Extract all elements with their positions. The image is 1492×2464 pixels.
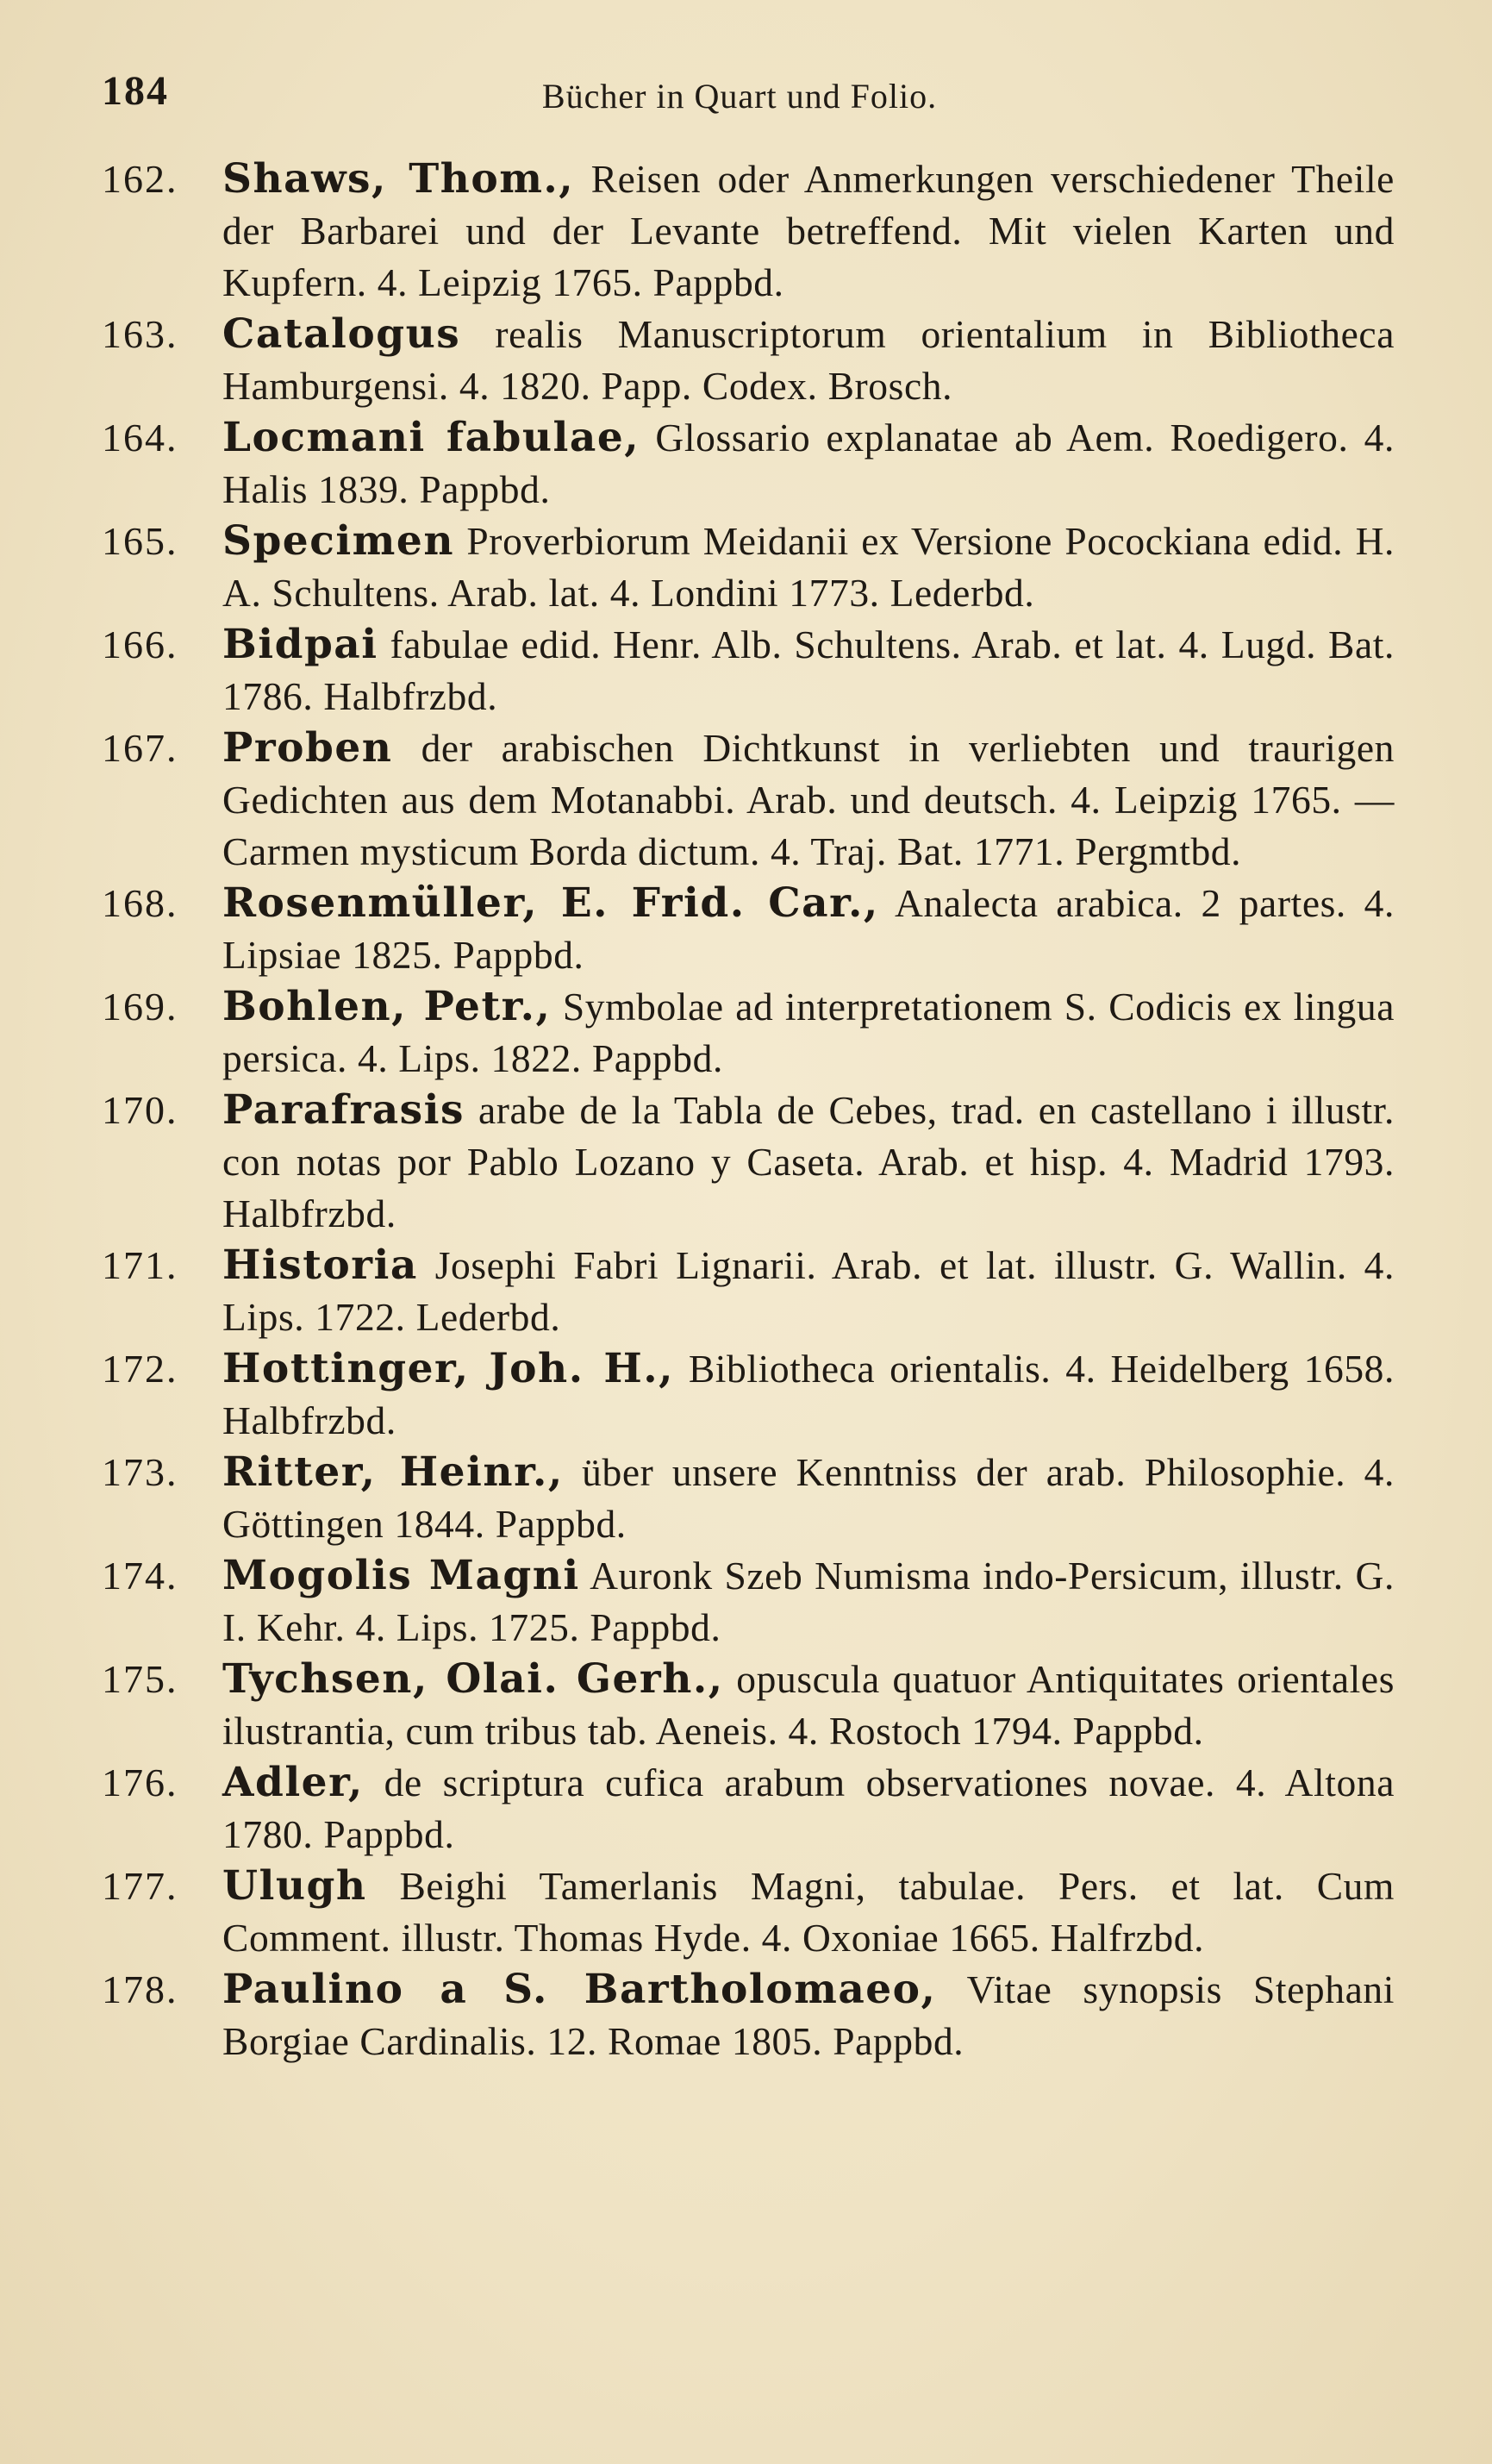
entry-description <box>222 1861 1395 1964</box>
entry-body: Reisen oder Anmerkungen verschiedener Theile der Barbarei und der Levante betreffend. Mit vielen Karten und Kupfern. 4. Leipzig 1765. Pappbd. <box>222 157 1395 304</box>
entry-description <box>222 1343 1395 1447</box>
catalog-entry <box>102 981 1395 1085</box>
entry-description <box>222 412 1395 516</box>
catalog-entry <box>102 1240 1395 1343</box>
entry-body: Beighi Tamerlanis Magni, tabulae. Pers. et lat. Cum Comment. illustr. Thomas Hyde. 4. Oxoniae 1665. Halfrzbd. <box>222 1864 1395 1960</box>
entry-number: 165. <box>102 519 178 563</box>
entry-number: 172. <box>102 1347 178 1391</box>
entry-description <box>222 722 1395 878</box>
page-number: 184 <box>102 68 169 114</box>
catalog-entry <box>102 1343 1395 1447</box>
entry-author: Parafrasis <box>222 1086 465 1134</box>
catalog-entry <box>102 412 1395 516</box>
entry-body: Josephi Fabri Lignarii. Arab. et lat. illustr. G. Wallin. 4. Lips. 1722. Lederbd. <box>222 1243 1395 1339</box>
entry-description <box>222 1085 1395 1240</box>
entry-body: Auronk Szeb Numisma indo-Persicum, illustr. G. I. Kehr. 4. Lips. 1725. Pappbd. <box>222 1554 1395 1649</box>
entry-author: Catalogus <box>222 310 461 358</box>
entry-description <box>222 1240 1395 1343</box>
entry-number: 164. <box>102 416 178 460</box>
entry-description <box>222 619 1395 722</box>
catalog-entry <box>102 1550 1395 1654</box>
entry-description <box>222 309 1395 412</box>
entry-description <box>222 878 1395 981</box>
catalog-entry <box>102 1861 1395 1964</box>
entry-author: Bohlen, Petr., <box>222 983 552 1030</box>
entry-body: fabulae edid. Henr. Alb. Schultens. Arab. et lat. 4. Lugd. Bat. 1786. Halbfrzbd. <box>222 622 1395 718</box>
entry-body: über unsere Kenntniss der arab. Philosophie. 4. Göttingen 1844. Pappbd. <box>222 1450 1395 1546</box>
entry-author: Proben <box>222 724 393 772</box>
entry-number: 175. <box>102 1657 178 1701</box>
catalog-entry <box>102 1085 1395 1240</box>
entry-body: arabe de la Tabla de Cebes, trad. en castellano i illustr. con notas por Pablo Lozano y Caseta. Arab. et hisp. 4. Madrid 1793. Halbfrzbd. <box>222 1088 1395 1235</box>
entry-author: Specimen <box>222 517 454 565</box>
entry-body: realis Manuscriptorum orientalium in Bibliotheca Hamburgensi. 4. 1820. Papp. Codex. Brosch. <box>222 312 1395 408</box>
entry-body: Bibliotheca orientalis. 4. Heidelberg 1658. Halbfrzbd. <box>222 1347 1395 1442</box>
entry-description <box>222 1654 1395 1757</box>
entry-body: Symbolae ad interpretationem S. Codicis ex lingua persica. 4. Lips. 1822. Pappbd. <box>222 985 1395 1080</box>
entry-description <box>222 981 1395 1085</box>
entry-author: Locmani fabulae, <box>222 414 640 461</box>
entry-number: 166. <box>102 622 178 666</box>
entry-author: Rosenmüller, E. Frid. Car., <box>222 879 879 927</box>
entry-description <box>222 516 1395 619</box>
page-header <box>102 67 1377 128</box>
entry-author: Paulino a S. Bartholomaeo, <box>222 1966 937 2013</box>
entry-number: 174. <box>102 1554 178 1598</box>
entry-author: Hottinger, Joh. H., <box>222 1345 674 1392</box>
entry-number: 177. <box>102 1864 178 1908</box>
entry-description <box>222 1757 1395 1861</box>
catalog-entry <box>102 516 1395 619</box>
entry-number: 171. <box>102 1243 178 1287</box>
entry-number: 169. <box>102 985 178 1029</box>
entry-number: 167. <box>102 726 178 770</box>
entry-body: der arabischen Dichtkunst in verliebten und traurigen Gedichten aus dem Motanabbi. Arab. und deutsch. 4. Leipzig 1765. — Carmen mysticum Borda dictum. 4. Traj. Bat. 1771. Pergmtbd. <box>222 726 1395 873</box>
entry-body: de scriptura cufica arabum observationes novae. 4. Altona 1780. Pappbd. <box>222 1760 1395 1856</box>
entry-number: 170. <box>102 1088 178 1132</box>
catalog-entry <box>102 1654 1395 1757</box>
entry-description <box>222 1550 1395 1654</box>
entry-author: Bidpai <box>222 621 378 668</box>
entry-description <box>222 153 1395 309</box>
entry-author: Shaws, Thom., <box>222 155 575 203</box>
entry-body: opuscula quatuor Antiquitates orientales ilustrantia, cum tribus tab. Aeneis. 4. Rostoch 1794. Pappbd. <box>222 1657 1395 1753</box>
entry-author: Ritter, Heinr., <box>222 1448 564 1496</box>
entry-description <box>222 1964 1395 2067</box>
catalog-entry <box>102 309 1395 412</box>
entry-description <box>222 1447 1395 1550</box>
entry-body: Analecta arabica. 2 partes. 4. Lipsiae 1825. Pappbd. <box>222 881 1395 977</box>
catalog-entry <box>102 1757 1395 1861</box>
entry-author: Ulugh <box>222 1862 367 1910</box>
entry-number: 178. <box>102 1967 178 2011</box>
entry-number: 176. <box>102 1760 178 1804</box>
running-title: Bücher in Quart und Folio. <box>541 77 938 116</box>
catalog-entry <box>102 1447 1395 1550</box>
entry-author: Mogolis Magni <box>222 1552 580 1599</box>
catalog-entry <box>102 878 1395 981</box>
catalog-entry <box>102 153 1395 309</box>
entry-number: 162. <box>102 157 178 201</box>
catalog-entry <box>102 619 1395 722</box>
entry-author: Historia <box>222 1241 418 1289</box>
entry-number: 163. <box>102 312 178 356</box>
entry-number: 173. <box>102 1450 178 1494</box>
entry-number: 168. <box>102 881 178 925</box>
entry-author: Tychsen, Olai. Gerh., <box>222 1655 724 1703</box>
entry-author: Adler, <box>222 1759 364 1806</box>
catalog-entry <box>102 1964 1395 2067</box>
catalog-entry <box>102 722 1395 878</box>
entry-body: Proverbiorum Meidanii ex Versione Pocockiana edid. H. A. Schultens. Arab. lat. 4. Londini 1773. Lederbd. <box>222 519 1395 615</box>
entry-body: Vitae synopsis Stephani Borgiae Cardinalis. 12. Romae 1805. Pappbd. <box>222 1967 1395 2063</box>
entry-list <box>102 153 1395 2067</box>
entry-body: Glossario explanatae ab Aem. Roedigero. 4. Halis 1839. Pappbd. <box>222 416 1395 511</box>
